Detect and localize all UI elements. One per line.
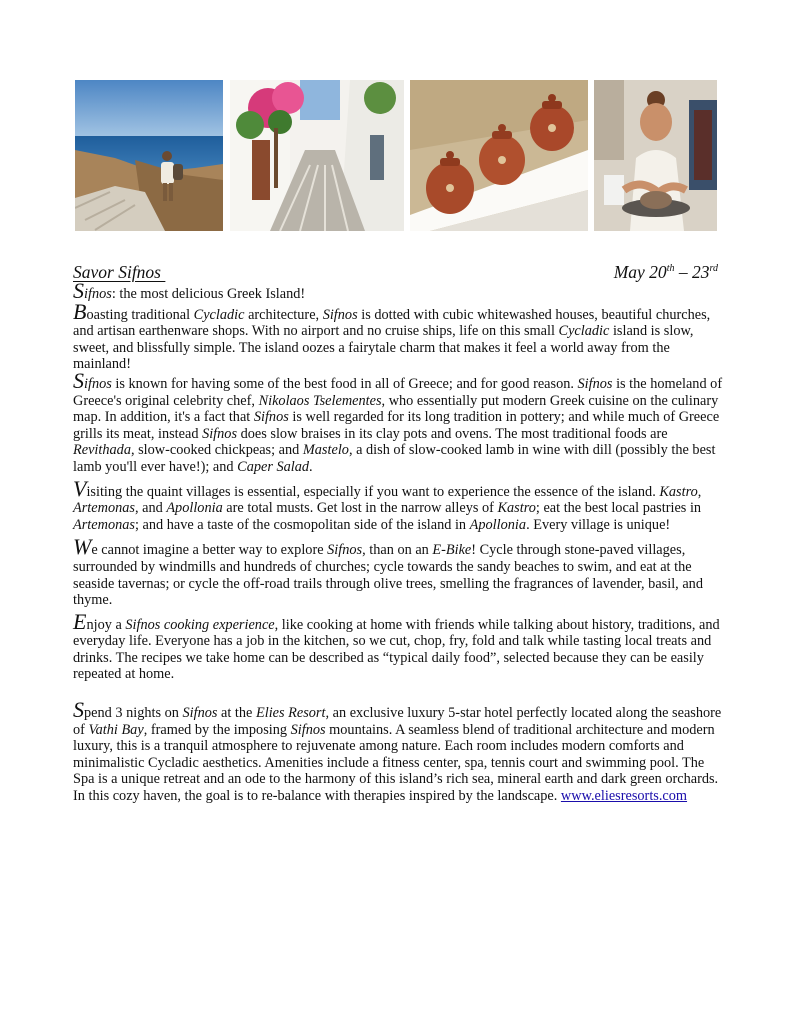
drop-cap: S xyxy=(73,697,84,723)
text-fragment: ifnos xyxy=(84,375,112,392)
text-fragment: island is slow, sweet, and blissfully simple. The island oozes a fairytale charm that makes it feel a world away from the mainland! xyxy=(73,323,694,373)
photo-strip xyxy=(75,80,717,231)
text-fragment: does slow braises in its clay pots and ovens. The most traditional foods are xyxy=(237,425,668,442)
text-fragment: ifnos xyxy=(84,286,112,302)
dates-start: May 20 xyxy=(613,262,667,282)
text-fragment: Artemonas xyxy=(73,500,135,517)
text-fragment: Apollonia xyxy=(469,516,527,533)
text-fragment: Sifnos xyxy=(202,425,238,442)
text-fragment: mountains. A seamless blend of traditional architecture and modern luxury, this is a tranquil atmosphere to rejuvenate among nature. Each room includes modern comforts and minimalistic Cycladic aesthetics. Amenities include a fitness center, spa, tennis court and swimming pool. The Spa is a unique retreat and an ode to the harmony of this island’s rich sea, mineral earth and dark green orchards. In this cozy haven, the goal is to re-balance with therapies inspired by the landscape. xyxy=(73,721,719,805)
text-fragment: , xyxy=(697,483,702,500)
text-fragment: Sifnos xyxy=(577,375,613,392)
text-fragment: E-Bike xyxy=(432,542,472,559)
text-fragment: Caper Salad xyxy=(237,458,310,475)
text-fragment: , framed by the imposing xyxy=(143,721,291,738)
text-fragment: njoy a xyxy=(86,616,126,633)
text-fragment: ! Cycle through stone-paved villages, surrounded by windmills and hundreds of churches; cycle towards the sandy beaches to swim, and eat at the seaside tavernas; or cycle the off-road trails through olive trees, smelling the fragrances of lavender, basil, and thyme. xyxy=(73,542,703,609)
text-fragment: Mastelo xyxy=(302,442,349,459)
paragraph-architecture xyxy=(73,298,723,373)
text-fragment: architecture, xyxy=(244,306,323,323)
text-fragment: pend 3 nights on xyxy=(84,705,183,722)
paragraph-cooking xyxy=(73,608,723,683)
photo-clay-pots xyxy=(410,80,588,231)
text-fragment: is dotted with cubic whitewashed houses, beautiful churches, and artisan earthenware shops. With no airport and no cruise ships, life on this small xyxy=(73,306,711,340)
paragraph-villages xyxy=(73,475,723,534)
text-fragment: Sifnos cooking experience xyxy=(125,616,275,633)
paragraph-ebike xyxy=(73,534,723,609)
text-fragment: Artemonas xyxy=(73,516,135,533)
text-fragment: : the most delicious Greek Island! xyxy=(111,286,306,302)
text-fragment: Kastro xyxy=(659,483,698,500)
drop-cap: E xyxy=(73,608,87,634)
dates-start-suffix: th xyxy=(666,263,675,274)
text-fragment: , than on an xyxy=(362,542,433,559)
header-row xyxy=(73,262,718,286)
text-fragment: Elies Resort, xyxy=(255,705,330,722)
dates-end-suffix: rd xyxy=(709,263,718,274)
text-fragment: at the xyxy=(217,705,256,722)
text-fragment: Sifnos xyxy=(327,542,363,559)
text-fragment: . Every village is unique! xyxy=(526,516,671,533)
page-title: Savor Sifnos xyxy=(73,262,166,282)
text-fragment: ; eat the best local pastries in xyxy=(535,500,702,517)
text-fragment: e cannot imagine a better way to explore xyxy=(91,542,328,559)
text-fragment: Sifnos xyxy=(322,306,358,323)
text-fragment: isiting the quaint villages is essential, especially if you want to experience the essence of the island. xyxy=(86,483,660,500)
photo-potter xyxy=(594,80,717,231)
text-fragment: , a dish of slow-cooked lamb in wine with dill (possibly the best lamb you'll ever have!); and xyxy=(73,442,716,475)
text-fragment: an exclusive luxury 5-star hotel perfectly located along the seashore of xyxy=(73,705,722,738)
text-fragment: , who essentially put modern Greek cuisine on the culinary map. In addition, it's a fact that xyxy=(73,392,719,426)
text-fragment: . xyxy=(309,458,313,475)
resort-website-link[interactable]: www.eliesresorts.com xyxy=(560,788,688,805)
text-fragment: oasting traditional xyxy=(86,306,194,323)
text-fragment: is the homeland of Greece's original celebrity chef, xyxy=(73,375,723,409)
text-fragment: Revithada xyxy=(73,442,131,459)
text-fragment: Apollonia xyxy=(166,500,223,517)
body-copy xyxy=(73,278,723,805)
trip-dates xyxy=(614,262,718,283)
text-fragment: Sifnos xyxy=(182,705,218,722)
paragraph-intro xyxy=(73,278,723,303)
text-fragment: , slow-cooked chickpeas; and xyxy=(130,442,303,459)
text-fragment: Cycladic xyxy=(193,306,245,323)
text-fragment: is known for having some of the best food in all of Greece; and for good reason. xyxy=(111,375,578,392)
text-fragment: Vathi Bay xyxy=(88,721,144,738)
text-fragment: Cycladic xyxy=(558,323,610,340)
drop-cap: V xyxy=(73,475,87,501)
text-fragment: Sifnos xyxy=(290,721,326,738)
drop-cap: B xyxy=(73,298,87,324)
paragraph-resort xyxy=(73,697,723,805)
text-fragment: is well regarded for its long tradition in pottery; and while much of Greece grills its meat, instead xyxy=(73,409,720,442)
drop-cap: W xyxy=(73,534,92,560)
photo-coastal-path xyxy=(75,80,223,231)
text-fragment: ; and have a taste of the cosmopolitan side of the island in xyxy=(134,516,470,533)
text-fragment: Kastro xyxy=(497,500,536,517)
text-fragment: are total musts. Get lost in the narrow alleys of xyxy=(222,500,498,517)
text-fragment: , and xyxy=(134,500,167,517)
text-fragment: , like cooking at home with friends while talking about history, traditions, and everyday life. Everyone has a job in the kitchen, so we cut, chop, fry, fold and talk while tasting local treats and drinks. The recipes we take home can be described as “typical daily food”, selected because they can be easily repeated at home. xyxy=(73,616,720,683)
drop-cap: S xyxy=(73,367,84,393)
text-fragment: Nikolaos Tselementes xyxy=(258,392,382,409)
paragraph-food xyxy=(73,367,723,476)
dates-end: – 23 xyxy=(674,262,710,282)
photo-village-alley xyxy=(230,80,404,231)
text-fragment: Sifnos xyxy=(253,409,289,426)
drop-cap: S xyxy=(73,278,84,303)
